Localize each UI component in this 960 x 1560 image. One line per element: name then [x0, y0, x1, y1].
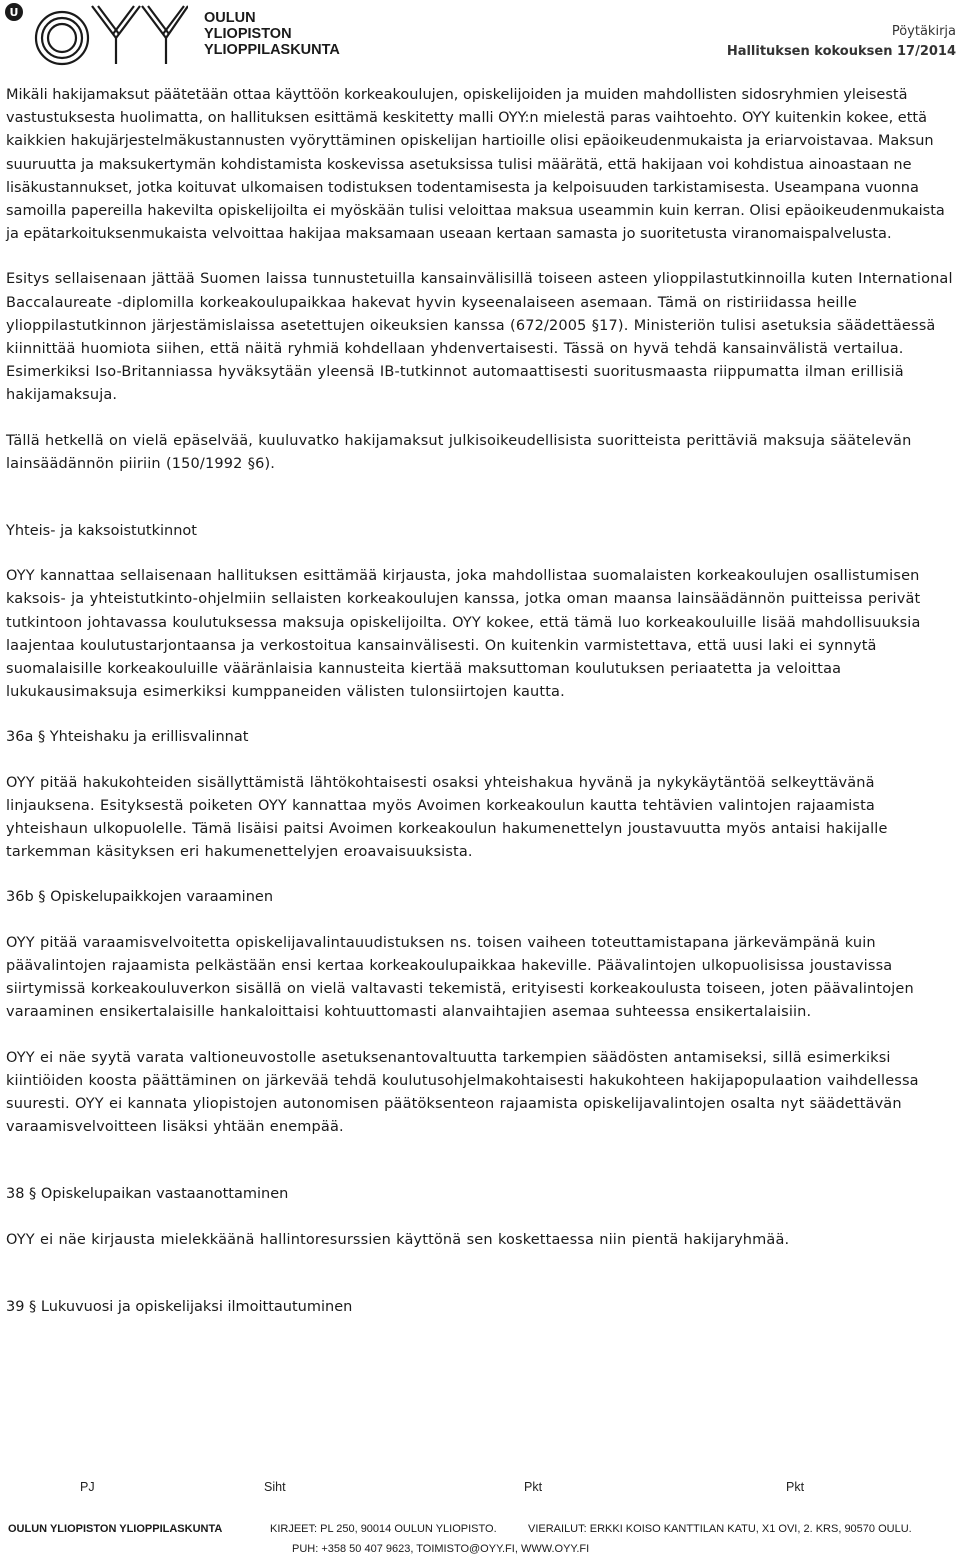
svg-text:U: U — [9, 6, 19, 19]
org-name — [204, 10, 340, 58]
footer-visiting-address: VIERAILUT: ERKKI KOISO KANTTILAN KATU, X1 OVI, 2. KRS, 90570 OULU. — [528, 1523, 912, 1535]
document-body — [6, 84, 956, 1319]
document-meta — [727, 22, 956, 62]
heading-38: 38 § Opiskelupaikan vastaanottaminen — [6, 1186, 289, 1203]
heading-39: 39 § Lukuvuosi ja opiskelijaksi ilmoittautuminen — [6, 1298, 353, 1315]
paragraph-ib-tutkinnot: Esitys sellaisenaan jättää Suomen laissa tunnustetuilla kansainvälisillä toiseen asteen ylioppilastutkinnoilla kuten International Baccalaureate -diplomilla korkeakoulupaikkaa hakevat hyvin kyseenalaiseen asemaan. Tämä on ristiriidassa heille ylioppilastutkinnon järjestämislaissa asetettujen oikeuksien kanssa (672/2005 §17). Ministeriön tulisi asetuksia säädettäessä kiinnittää huomiota siihen, että näitä ryhmiä kohdellaan yhdenvertaisesti. Tässä on hyvä tehdä kansainvälistä vertailua. Esimerkiksi Iso-Britanniassa hyväksytään yleensä IB-tutkinnot automaattisesti suoritusmaasta riippumatta ilman erillisiä hakijamaksuja. — [6, 271, 953, 404]
heading-yhteistutkinnot: Yhteis- ja kaksoistutkinnot — [6, 523, 197, 540]
signature-pkt-2: Pkt — [786, 1480, 805, 1494]
footer-org: OULUN YLIOPISTON YLIOPPILASKUNTA — [8, 1523, 223, 1535]
meeting-reference: Hallituksen kokouksen 17/2014 — [726, 44, 956, 59]
heading-36b: 36b § Opiskelupaikkojen varaaminen — [6, 889, 274, 906]
paragraph-36b-2: OYY ei näe syytä varata valtioneuvostolle asetuksenantovaltuutta tarkempien säädösten antamiseksi, sillä esimerkiksi kiintiöiden koosta päättäminen on järkevää tehdä koulutusohjelmakohtaisesti hakukohteen hakijapopulaation vaihdellessa suuresti. OYY ei kannata yliopistojen autonomisen päätöksenteon rajaamista opiskelijavalintojen osalta nyt säädettävän varaamisvelvoitteen lisäksi yhtään enempää. — [6, 1049, 919, 1136]
paragraph-yhteistutkinnot: OYY kannattaa sellaisenaan hallituksen esittämää kirjausta, joka mahdollistaa suomalaisten korkeakoulujen osallistumisen kaksois- ja yhteistutkinto-ohjelmiin sellaisten korkeakoulujen kanssa, jotka oman maansa lainsäädännön puitteissa perivät tutkintoon johtavassa koulutuksessa maksuja opiskelijoilta. OYY kokee, että tämä luo korkeakouluille lisää mahdollisuuksia laajentaa koulutustarjontaansa ja verkostoitua kansainvälisesti. On kuitenkin varmistettava, että uusi laki ei synnytä suomalaisille korkeakouluille vääränlaisia kannusteita kiertää maksuttoman koulutuksen periaatetta ja veloittaa lukukausimaksuja esimerkiksi kumppaneiden välisten tulonsiirtojen kautta. — [6, 568, 921, 701]
paragraph-lainsaadanto: Tällä hetkellä on vielä epäselvää, kuuluvatko hakijamaksut julkisoikeudellisista suoritteista perittäviä maksuja säätelevän lainsäädännön piiriin (150/1992 §6). — [6, 432, 912, 472]
page-footer — [8, 1523, 958, 1559]
org-name-line-2: YLIOPISTON — [204, 26, 292, 42]
signature-pkt-1: Pkt — [524, 1480, 543, 1494]
paragraph-38: OYY ei näe kirjausta mielekkäänä hallintoresurssien käyttönä sen koskettaessa niin pientä hakijaryhmää. — [6, 1231, 790, 1248]
oyy-logo — [4, 2, 188, 66]
heading-36a: 36a § Yhteishaku ja erillisvalinnat — [6, 729, 249, 746]
paragraph-36b-1: OYY pitää varaamisvelvoitetta opiskelijavalintauudistuksen ns. toisen vaiheen toteuttamistapana järkevämpänä kuin päävalintojen rajaamista pelkästään ensi kertaa korkeakoulupaikkaa hakeville. Päävalintojen ulkopuolisissa joustavissa siirtymissä korkeakouluverkon sisällä on vielä valtavasti tekemistä, erityisesti korkeakoulusta toiseen, joten päävalintojen varaaminen ensikertalaisille hankaloittaisi kohtuuttomasti alanvaihtajien asemaa suhteessa ensikertalaisiin. — [6, 934, 914, 1021]
org-name-line-3: YLIOPPILASKUNTA — [204, 42, 340, 58]
paragraph-hakijamaksut: Mikäli hakijamaksut päätetään ottaa käyttöön korkeakoulujen, opiskelijoiden ja muiden mahdollisten sidosryhmien yleisestä vastustuksesta huolimatta, on hallituksen esittämä keskitetty malli OYY:n mielestä paras vaihtoehto. OYY kuitenkin kokee, että kaikkien hakujärjestelmäkustannusten vyöryttäminen opiskelijan hartioille olisi epäoikeudenmukaista ja eriarvoistavaa. Maksun suuruutta ja maksukertymän kohdistamista koskevissa asetuksissa tulisi määrätä, että hakijaan voi kohdistua ainoastaan ne lisäkustannukset, jotka koituvat ulkomaisen todistuksen todentamisesta ja kelpoisuuden tarkistamisesta. Useampana vuonna samoilla papereilla hakevilta opiskelijoilta ei myöskään tulisi veloittaa maksua useammin kuin kerran. Olisi epäoikeudenmukaista ja epätarkoituksenmukaista velvoittaa hakijaa maksamaan useaan kertaan samasta jo suoritetusta viranomaispalvelusta. — [6, 87, 945, 243]
paragraph-36a: OYY pitää hakukohteiden sisällyttämistä lähtökohtaisesti osaksi yhteishakua hyvänä ja nykykäytäntöä selkeyttävänä linjauksena. Esityksestä poiketen OYY kannattaa myös Avoimen korkeakoulun kautta tehtävien valintojen rajaamista yhteishaun ulkopuolelle. Tämä lisäisi paitsi Avoimen korkeakoulun hakumenettelyn joustavuutta myös antaisi hakijalle tarkemman käsityksen eri hakumenettelyjen eroavaisuuksista. — [6, 774, 888, 861]
document-type: Pöytäkirja — [891, 24, 956, 39]
signature-siht: Siht — [264, 1480, 286, 1494]
page-header — [0, 0, 960, 80]
org-name-line-1: OULUN — [204, 10, 256, 26]
signature-pj: PJ — [80, 1480, 95, 1494]
footer-postal-address: KIRJEET: PL 250, 90014 OULUN YLIOPISTO. — [270, 1523, 497, 1535]
signature-row — [0, 1480, 960, 1500]
footer-contact: PUH: +358 50 407 9623, TOIMISTO@OYY.FI, WWW.OYY.FI — [292, 1543, 590, 1555]
